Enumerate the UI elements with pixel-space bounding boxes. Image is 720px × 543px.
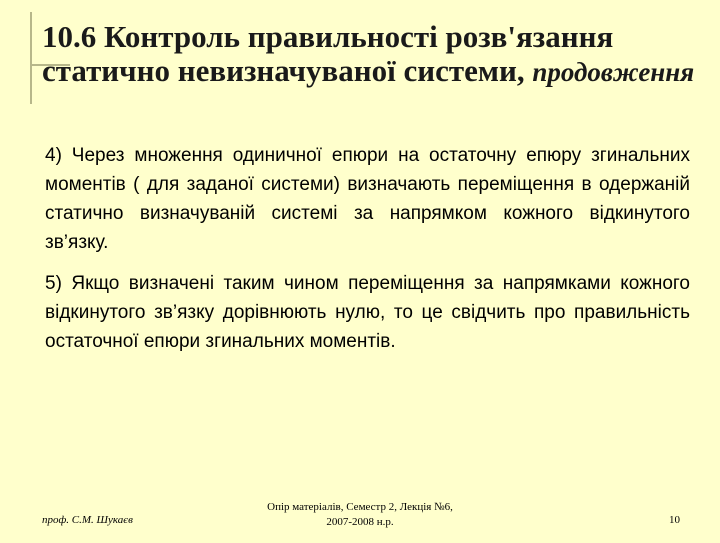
footer-course-line1: Опір матеріалів, Семестр 2, Лекція №6, — [267, 501, 453, 513]
footer-course-line2: 2007-2008 н.р. — [326, 516, 394, 528]
footer-author: проф. С.М. Шукаєв — [42, 514, 133, 526]
slide-title-main: 10.6 Контроль правильності розв'язання статично невизначуваної системи, — [42, 19, 614, 88]
slide-title-continuation: продовження — [532, 57, 695, 87]
footer-course — [240, 500, 480, 530]
slide-title — [42, 20, 702, 89]
paragraph-5: 5) Якщо визначені таким чином переміщення за напрямками кожного відкинутого зв’язку дорівнюють нулю, то це свідчить про правильність остаточної епюри згинальних моментів. — [45, 273, 690, 352]
footer-page-number: 10 — [669, 514, 680, 526]
paragraph-4: 4) Через множення одиничної епюри на остаточну епюру згинальних моментів ( для заданої системи) визначають переміщення в одержаній статично визначуваній системі за напрямком кожного відкинутого зв’язку. — [45, 145, 690, 253]
title-accent-vertical — [30, 12, 32, 104]
